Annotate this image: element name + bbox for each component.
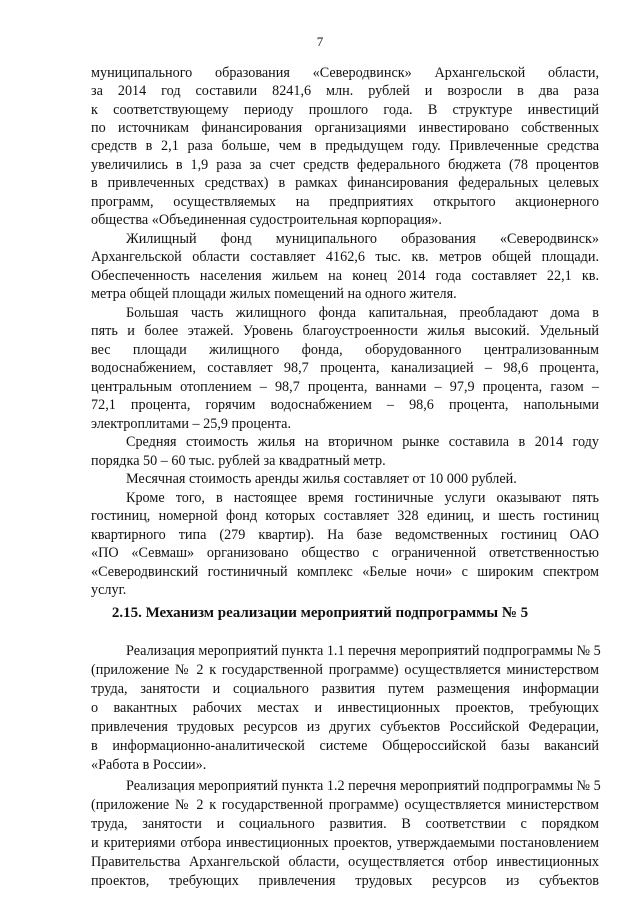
paragraph-1-line-1: муниципального образования «Северодвинск» Архангельской области, (91, 65, 599, 81)
paragraph-4-line-1: Средняя стоимость жилья на вторичном рынке составила в 2014 году (126, 434, 599, 450)
paragraph-3-line-6: 72,1 процента, горячим водоснабжением – 98,6 процента, напольными (91, 397, 599, 413)
paragraph-6-line-2: гостиниц, номерной фонд которых составляет 328 единиц, и шесть гостиниц (91, 508, 599, 524)
paragraph-3-line-1: Большая часть жилищного фонда капитальная, преобладают дома в (126, 305, 599, 321)
paragraph-1-line-5: средств в 2,1 раза больше, чем в предыдущем году. Привлеченные средства (91, 138, 599, 154)
paragraph-3-line-3: вес площади жилищного фонда, оборудованного централизованным (91, 342, 599, 358)
page-number: 7 (316, 34, 324, 49)
paragraph-2-line-1: Жилищный фонд муниципального образования «Северодвинск» (126, 231, 599, 247)
section-paragraph-2-line-2: (приложение № 2 к государственной программе) осуществляется министерством (91, 797, 599, 813)
paragraph-1-line-6: увеличились в 1,9 раза за счет средств федерального бюджета (78 процентов (91, 157, 599, 173)
paragraph-1-line-4: по источникам финансирования организациями инвестировано собственных (91, 120, 599, 136)
paragraph-3-line-4: водоснабжением, составляет 98,7 процента, канализацией – 98,6 процента, (91, 360, 599, 376)
section-paragraph-2-line-6: проектов, требующих привлечения трудовых ресурсов из субъектов (91, 873, 599, 889)
paragraph-3-line-7: электроплитами – 25,9 процента. (91, 416, 292, 432)
section-paragraph-2-line-4: и критериями отбора инвестиционных проектов, утверждаемыми постановлением (91, 835, 599, 851)
section-paragraph-2-line-3: труда, занятости и социального развития. В соответствии с порядком (91, 816, 599, 832)
paragraph-3-line-2: пять и более этажей. Уровень благоустроенности жилья высокий. Удельный (91, 323, 599, 339)
section-paragraph-1-line-5: привлечения трудовых ресурсов из других субъектов Российской Федерации, (91, 719, 599, 735)
paragraph-1-line-3: к соответствующему периоду прошлого года. В структуре инвестиций (91, 102, 599, 118)
paragraph-1-line-9: общества «Объединенная судостроительная корпорация». (91, 212, 442, 228)
section-paragraph-1-line-6: в информационно-аналитической системе Общероссийской базы вакансий (91, 738, 599, 754)
section-paragraph-1-line-2: (приложение № 2 к государственной программе) осуществляется министерством (91, 662, 599, 678)
paragraph-1-line-8: программ, осуществляемых на предприятиях открытого акционерного (91, 194, 599, 210)
section-paragraph-2-line-5: Правительства Архангельской области, осуществляется отбор инвестиционных (91, 854, 599, 870)
paragraph-6-line-5: «Северодвинский гостиничный комплекс «Белые ночи» с широким спектром (91, 564, 599, 580)
paragraph-2-line-2: Архангельской области составляет 4162,6 тыс. кв. метров общей площади. (91, 249, 599, 265)
paragraph-6-line-6: услуг. (91, 582, 127, 598)
paragraph-3-line-5: центральным отоплением – 98,7 процента, ваннами – 97,9 процента, газом – (91, 379, 599, 395)
section-paragraph-2-line-1: Реализация мероприятий пункта 1.2 перечня мероприятий подпрограммы № 5 (126, 778, 601, 794)
paragraph-1-line-7: в привлеченных средствах) в рамках финансирования федеральных целевых (91, 175, 599, 191)
paragraph-4-line-2: порядка 50 – 60 тыс. рублей за квадратный метр. (91, 453, 386, 469)
section-paragraph-1-line-3: труда, занятости и социального развития путем размещения информации (91, 681, 599, 697)
section-paragraph-1-line-7: «Работа в России». (91, 757, 207, 773)
section-heading: 2.15. Механизм реализации мероприятий подпрограммы № 5 (111, 605, 529, 621)
section-paragraph-1-line-1: Реализация мероприятий пункта 1.1 перечня мероприятий подпрограммы № 5 (126, 643, 601, 659)
paragraph-6-line-3: квартирного типа (279 квартир). На базе ведомственных гостиниц ОАО (91, 527, 599, 543)
paragraph-6-line-1: Кроме того, в настоящее время гостиничные услуги оказывают пять (126, 490, 599, 506)
paragraph-2-line-3: Обеспеченность населения жильем на конец 2014 года составляет 22,1 кв. (91, 268, 599, 284)
paragraph-1-line-2: за 2014 год составили 8241,6 млн. рублей и возросли в два раза (91, 83, 599, 99)
section-paragraph-1-line-4: о вакантных рабочих местах и инвестиционных проектов, требующих (91, 700, 599, 716)
paragraph-5-line-1: Месячная стоимость аренды жилья составляет от 10 000 рублей. (126, 471, 517, 487)
paragraph-2-line-4: метра общей площади жилых помещений на одного жителя. (91, 286, 457, 302)
paragraph-6-line-4: «ПО «Севмаш» организовано общество с ограниченной ответственностью (91, 545, 599, 561)
